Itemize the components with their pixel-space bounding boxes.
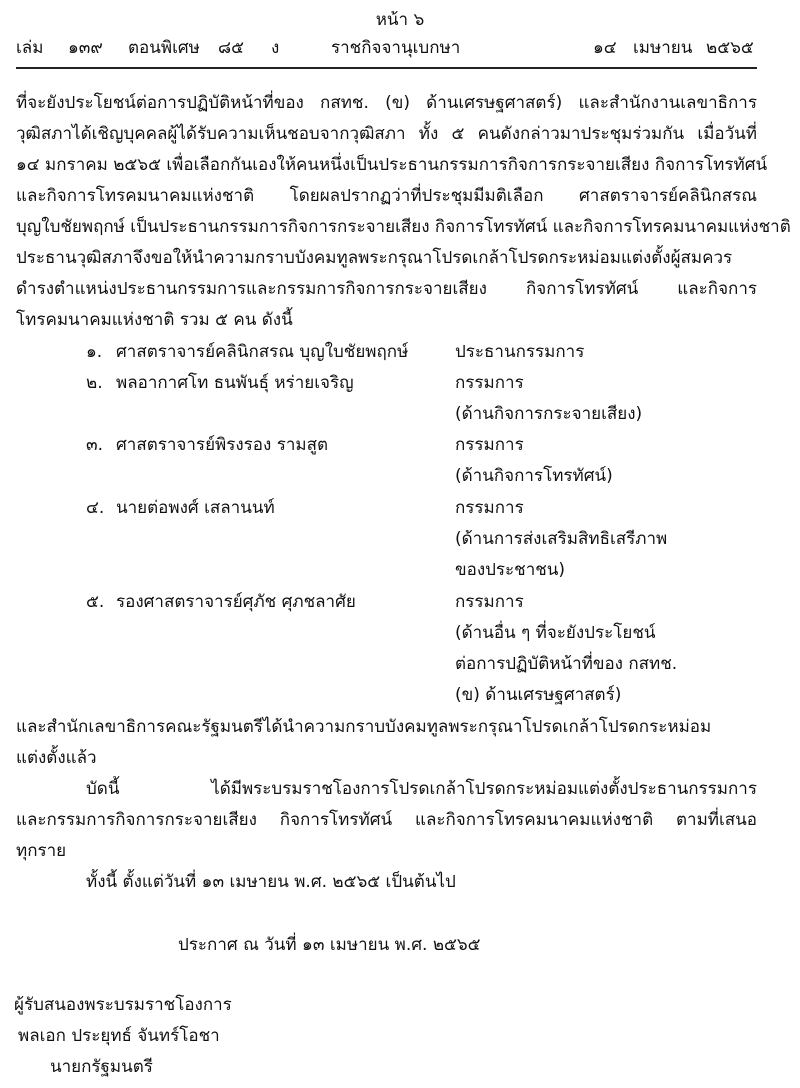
appointee-position-cont [0, 464, 800, 488]
appointee-position-detail: ของประชาชน) [455, 560, 566, 580]
section-letter: ง [271, 38, 280, 58]
appointee-name: นายต่อพงศ์ เสลานนท์ [116, 498, 275, 518]
appointee-row [0, 340, 800, 364]
section-label: ตอนพิเศษ [128, 38, 200, 58]
appointee-position: ประธานกรรมการ [455, 342, 585, 362]
appointee-position: กรรมการ [455, 435, 524, 455]
appointee-row [0, 433, 800, 457]
volume-number: ๑๓๙ [68, 38, 103, 58]
paragraph-line: บุญใบชัยพฤกษ์ เป็นประธานกรรมการกิจการกระจายเสียง กิจการโทรทัศน์ และกิจการโทรคมนาคมแห่งชาติ [16, 217, 791, 237]
appointee-position-detail: (ด้านกิจการกระจายเสียง) [455, 404, 643, 424]
paragraph-line: วุฒิสภาได้เชิญบุคคลผู้ได้รับความเห็นชอบจากวุฒิสภา ทั้ง ๕ คนดังกล่าวมาประชุมร่วมกัน เมื่อวันที่ [16, 124, 757, 144]
appointee-position-detail: (ข) ด้านเศรษฐศาสตร์) [455, 685, 622, 705]
appointee-position: กรรมการ [455, 373, 524, 393]
appointee-row [0, 590, 800, 614]
section-number: ๘๕ [218, 38, 244, 58]
paragraph-line: และกรรมการกิจการกระจายเสียง กิจการโทรทัศน์ และกิจการโทรคมนาคมแห่งชาติ ตามที่เสนอ [16, 810, 757, 830]
header-date-month: เมษายน [633, 38, 693, 58]
appointee-position-detail: (ด้านอื่น ๆ ที่จะยังประโยชน์ [455, 623, 656, 643]
appointee-position: กรรมการ [455, 592, 524, 612]
paragraph-line: ๑๔ มกราคม ๒๕๖๕ เพื่อเลือกกันเองให้คนหนึ่งเป็นประธานกรรมการกิจการกระจายเสียง กิจการโทรทัศน์ [16, 155, 768, 175]
paragraph-line: ดำรงตำแหน่งประธานกรรมการและกรรมการกิจการกระจายเสียง กิจการโทรทัศน์ และกิจการ [16, 279, 757, 299]
paragraph-line: ประธานวุฒิสภาจึงขอให้นำความกราบบังคมทูลพระกรุณาโปรดเกล้าโปรดกระหม่อมแต่งตั้งผู้สมควร [16, 248, 733, 268]
header-divider [16, 67, 757, 69]
paragraph-line: แต่งตั้งแล้ว [16, 748, 97, 768]
paragraph-line: และกิจการโทรคมนาคมแห่งชาติ โดยผลปรากฏว่าที่ประชุมมีมติเลือก ศาสตราจารย์คลินิกสรณ [16, 186, 757, 206]
paragraph-line: ทุกราย [16, 841, 67, 861]
signatory-title: นายกรัฐมนตรี [50, 1057, 153, 1077]
paragraph-line: โทรคมนาคมแห่งชาติ รวม ๕ คน ดังนี้ [16, 310, 293, 330]
appointee-name: พลอากาศโท ธนพันธุ์ หร่ายเจริญ [116, 373, 354, 393]
page-number: หน้า ๖ [375, 10, 425, 30]
appointee-position-cont [0, 402, 800, 426]
appointee-position: กรรมการ [455, 498, 524, 518]
effective-date-line: ทั้งนี้ ตั้งแต่วันที่ ๑๓ เมษายน พ.ศ. ๒๕๖๕ เป็นต้นไป [86, 872, 456, 892]
paragraph-line: บัดนี้ ได้มีพระบรมราชโองการโปรดเกล้าโปรดกระหม่อมแต่งตั้งประธานกรรมการ [86, 779, 757, 799]
appointee-number: ๑. [86, 342, 103, 362]
header-date-day: ๑๔ [593, 38, 617, 58]
volume-label: เล่ม [16, 38, 44, 58]
gazette-header [16, 34, 757, 62]
appointee-position-cont [0, 683, 800, 707]
appointee-position-cont [0, 621, 800, 645]
appointee-number: ๕. [86, 592, 105, 612]
announcement-date: ประกาศ ณ วันที่ ๑๓ เมษายน พ.ศ. ๒๕๖๕ [178, 935, 481, 955]
appointee-position-detail: (ด้านกิจการโทรทัศน์) [455, 466, 613, 486]
appointee-number: ๓. [86, 435, 104, 455]
appointee-position-cont [0, 527, 800, 551]
appointee-name: รองศาสตราจารย์ศุภัช ศุภชลาศัย [116, 592, 356, 612]
appointee-position-cont [0, 558, 800, 582]
appointee-number: ๒. [86, 373, 103, 393]
appointee-position-detail: ต่อการปฏิบัติหน้าที่ของ กสทช. [455, 654, 678, 674]
appointee-name: ศาสตราจารย์พิรงรอง รามสูต [116, 435, 329, 455]
header-date-year: ๒๕๖๕ [706, 38, 754, 58]
appointee-name: ศาสตราจารย์คลินิกสรณ บุญใบชัยพฤกษ์ [116, 342, 409, 362]
paragraph-line: และสำนักเลขาธิการคณะรัฐมนตรีได้นำความกราบบังคมทูลพระกรุณาโปรดเกล้าโปรดกระหม่อม [16, 717, 712, 737]
appointee-position-cont [0, 652, 800, 676]
appointee-row [0, 371, 800, 395]
paragraph-line: ที่จะยังประโยชน์ต่อการปฏิบัติหน้าที่ของ กสทช. (ข) ด้านเศรษฐศาสตร์) และสำนักงานเลขาธิการ [16, 93, 757, 113]
appointee-position-detail: (ด้านการส่งเสริมสิทธิเสรีภาพ [455, 529, 668, 549]
appointee-number: ๔. [86, 498, 105, 518]
appointee-row [0, 496, 800, 520]
signatory-name: พลเอก ประยุทธ์ จันทร์โอชา [18, 1026, 220, 1046]
publication-name: ราชกิจจานุเบกษา [331, 38, 461, 58]
countersign-label: ผู้รับสนองพระบรมราชโองการ [14, 995, 232, 1015]
